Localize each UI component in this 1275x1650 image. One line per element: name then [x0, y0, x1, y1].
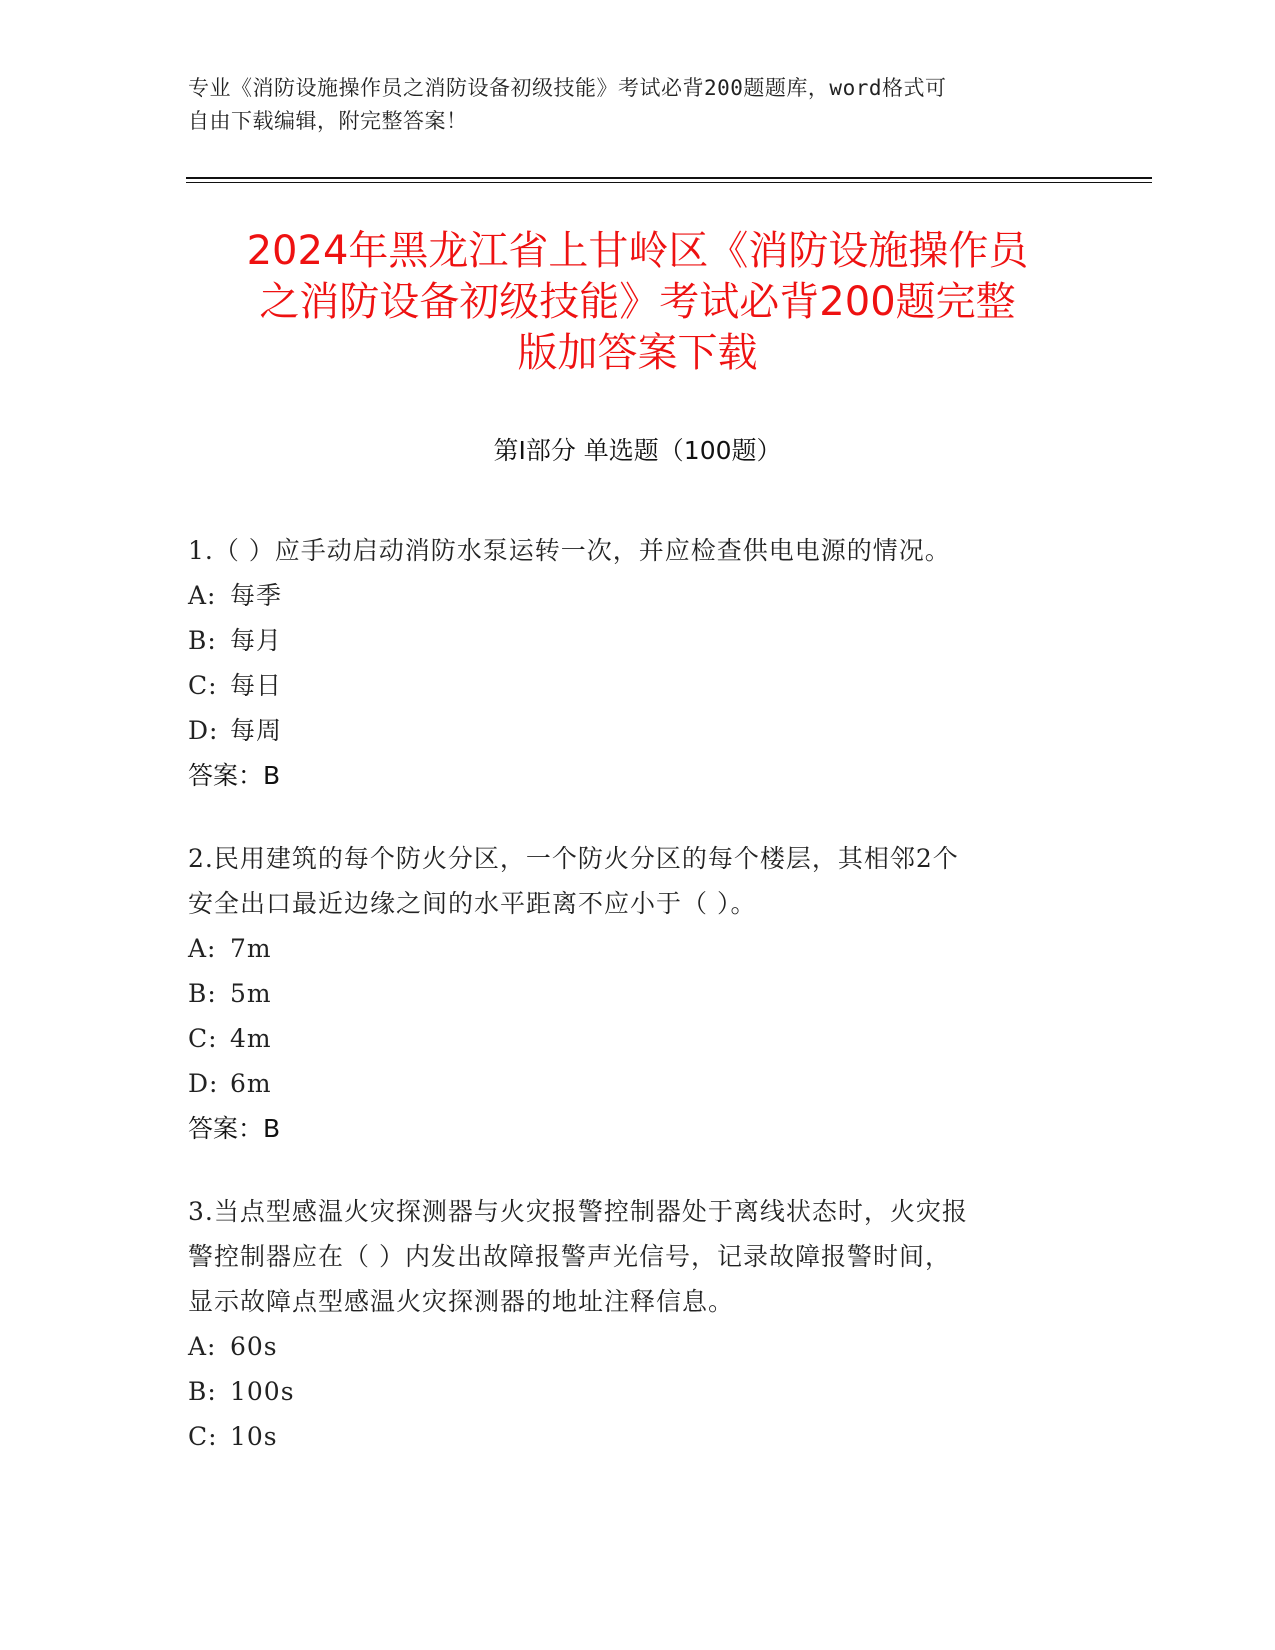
option-letter: B: [188, 979, 217, 1008]
option-c [188, 1414, 1068, 1459]
document-title-line-1: 2024年黑龙江省上甘岭区《消防设施操作员 [246, 228, 1029, 274]
option-letter: A: [188, 581, 217, 610]
option-letter: C: [188, 671, 218, 700]
option-a [188, 926, 1068, 971]
question-2 [188, 836, 1068, 1151]
option-d [188, 1061, 1068, 1106]
option-c [188, 1016, 1068, 1061]
option-letter: D: [188, 716, 219, 745]
option-text: 6m [230, 1069, 272, 1098]
option-text: 每周 [230, 716, 283, 745]
question-stem-line: 警控制器应在（ ）内发出故障报警声光信号，记录故障报警时间， [188, 1242, 951, 1271]
answer-line: 答案：B [188, 761, 281, 790]
option-b [188, 618, 1068, 663]
option-b [188, 1369, 1068, 1414]
question-stem [188, 528, 1068, 573]
question-list [188, 528, 1068, 1497]
option-letter: C: [188, 1422, 218, 1451]
document-title-line-2: 之消防设备初级技能》考试必背200题完整 [259, 279, 1016, 325]
option-letter: D: [188, 1069, 219, 1098]
option-c [188, 663, 1068, 708]
question-stem-line: 2.民用建筑的每个防火分区，一个防火分区的每个楼层，其相邻2个 [188, 844, 959, 873]
answer-line: 答案：B [188, 1114, 281, 1143]
option-text: 10s [230, 1422, 278, 1451]
question-stem-line: 3.当点型感温火灾探测器与火灾报警控制器处于离线状态时，火灾报 [188, 1197, 968, 1226]
header-note-line-1: 专业《消防设施操作员之消防设备初级技能》考试必背200题题库，word格式可 [188, 76, 947, 100]
question-stem [188, 1189, 1068, 1324]
option-a [188, 1324, 1068, 1369]
option-text: 每季 [230, 581, 283, 610]
option-a [188, 573, 1068, 618]
option-text: 100s [230, 1377, 295, 1406]
question-stem-line: 1.（ ）应手动启动消防水泵运转一次，并应检查供电电源的情况。 [188, 536, 951, 565]
document-title [150, 226, 1125, 379]
option-text: 5m [230, 979, 272, 1008]
option-letter: A: [188, 1332, 217, 1361]
header-rule-thick [186, 177, 1152, 179]
header-note-line-2: 自由下载编辑，附完整答案！ [188, 109, 468, 133]
option-b [188, 971, 1068, 1016]
document-title-line-3: 版加答案下载 [517, 330, 758, 376]
option-text: 每月 [230, 626, 283, 655]
header-note [188, 72, 1068, 138]
question-1 [188, 528, 1068, 798]
header-rule-thin [186, 182, 1152, 183]
question-stem [188, 836, 1068, 926]
option-text: 7m [230, 934, 272, 963]
question-3 [188, 1189, 1068, 1459]
option-text: 60s [230, 1332, 278, 1361]
section-title: 第Ⅰ部分 单选题（100题） [493, 436, 782, 465]
question-stem-line: 安全出口最近边缘之间的水平距离不应小于（ ）。 [188, 889, 757, 918]
option-d [188, 708, 1068, 753]
option-text: 4m [230, 1024, 272, 1053]
question-stem-line: 显示故障点型感温火灾探测器的地址注释信息。 [188, 1287, 735, 1316]
option-text: 每日 [230, 671, 283, 700]
option-letter: B: [188, 1377, 217, 1406]
option-letter: A: [188, 934, 217, 963]
option-letter: C: [188, 1024, 218, 1053]
option-letter: B: [188, 626, 217, 655]
